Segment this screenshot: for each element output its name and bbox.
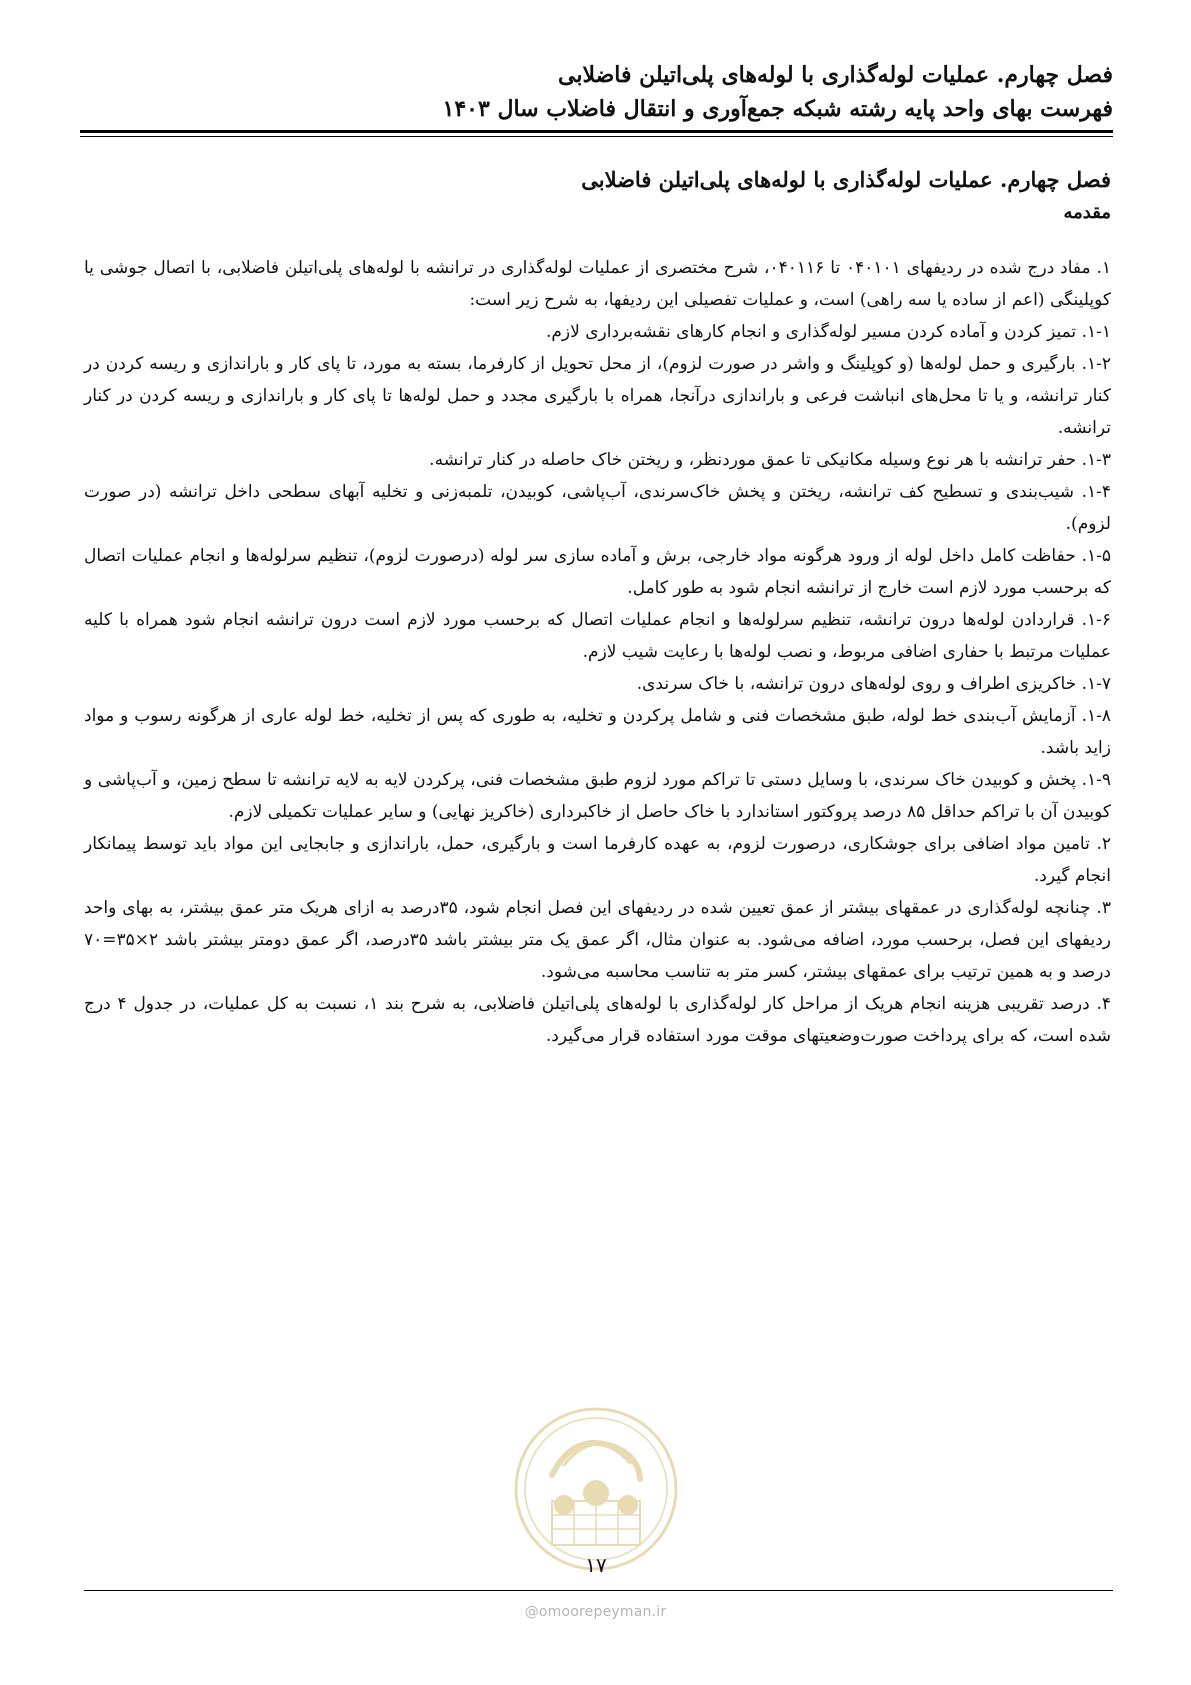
paragraph-1-7: ۱-۷. خاکریزی اطراف و روی لوله‌های درون ترانشه، با خاک سرندی. xyxy=(636,674,1111,694)
header-rule-thick xyxy=(80,130,1113,133)
paragraph-1-6: ۱-۶. قراردادن لوله‌ها درون ترانشه، تنظیم سرلوله‌ها و انجام عملیات اتصال که برحسب مورد لازم است درون ترانشه انجام شود همراه با کلیه عملیات مرتبط با حفاری اضافی مربوط، و نصب لوله‌ها با رعایت شیب لازم. xyxy=(84,610,1111,662)
paragraph-3: ۳. چنانچه لوله‌گذاری در عمقهای بیشتر از عمق تعیین شده در ردیفهای این فصل انجام شود، ۳۵درصد به ازای هریک متر عمق بیشتر، به بهای واحد ردیفهای این فصل، برحسب مورد، اضافه می‌شود. به عنوان مثال، اگر عمق یک متر بیشتر باشد ۳۵درصد، اگر عمق دومتر بیشتر باشد ۲×۳۵=۷۰ درصد و به همین ترتیب برای عمقهای بیشتر، کسر متر به تناسب محاسبه می‌شود. xyxy=(84,898,1111,982)
intro-heading: مقدمه xyxy=(1063,202,1111,223)
paragraph-1-3: ۱-۳. حفر ترانشه با هر نوع وسیله مکانیکی تا عمق موردنظر، و ریختن خاک حاصله در کنار ترانشه. xyxy=(429,450,1111,470)
header-rule-thin xyxy=(80,136,1113,137)
paragraph-1: ۱. مفاد درج شده در ردیفهای ۰۴۰۱۰۱ تا ۰۴۰۱۱۶، شرح مختصری از عملیات لوله‌گذاری در ترانشه با لوله‌های پلی‌اتیلن فاضلابی، با اتصال جوشی یا کوپلینگی (اعم از ساده یا سه راهی) است، و عملیات تفصیلی این ردیفها، به شرح زیر است: xyxy=(84,258,1112,310)
page-header xyxy=(80,58,1113,126)
omoore-peyman-logo-watermark xyxy=(512,1405,680,1573)
header-chapter-title: فصل چهارم. عملیات لوله‌گذاری با لوله‌های پلی‌اتیلن فاضلابی xyxy=(558,62,1113,88)
header-document-title: فهرست بهای واحد پایه رشته شبکه جمع‌آوری و انتقال فاضلاب سال ۱۴۰۳ xyxy=(442,96,1113,122)
page-body xyxy=(84,162,1111,1052)
paragraph-1-1: ۱-۱. تمیز کردن و آماده کردن مسیر لوله‌گذاری و انجام کارهای نقشه‌برداری لازم. xyxy=(545,322,1111,342)
footer-rule xyxy=(84,1590,1113,1591)
paragraph-1-4: ۱-۴. شیب‌بندی و تسطیح کف ترانشه، ریختن و پخش خاک‌سرندی، آب‌پاشی، کوبیدن، تلمبه‌زنی و تخلیه آبهای سطحی داخل ترانشه (در صورت لزوم). xyxy=(84,482,1111,534)
paragraph-1-9: ۱-۹. پخش و کوبیدن خاک سرندی، با وسایل دستی تا تراکم مورد لزوم طبق مشخصات فنی، پرکردن لایه به لایه ترانشه تا سطح زمین، و آب‌پاشی و کوبیدن آن با تراکم حداقل ۸۵ درصد پروکتور استاندارد با خاک حاصل از خاکبرداری (خاکریز نهایی) و سایر عملیات تکمیلی لازم. xyxy=(84,770,1111,822)
chapter-title: فصل چهارم. عملیات لوله‌گذاری با لوله‌های پلی‌اتیلن فاضلابی xyxy=(581,167,1111,192)
paragraph-2: ۲. تامین مواد اضافی برای جوشکاری، درصورت لزوم، به عهده کارفرما است و بارگیری، حمل، باراندازی و جابجایی این مواد باید توسط پیمانکار انجام گیرد. xyxy=(84,834,1111,886)
paragraph-1-8: ۱-۸. آزمایش آب‌بندی خط لوله، طبق مشخصات فنی و شامل پرکردن و تخلیه، به طوری که پس از تخلیه، خط لوله عاری از هرگونه رسوب و مواد زاید باشد. xyxy=(84,706,1111,758)
page-number: ۱۷ xyxy=(585,1553,607,1577)
paragraph-4: ۴. درصد تقریبی هزینه انجام هریک از مراحل کار لوله‌گذاری با لوله‌های پلی‌اتیلن فاضلابی، به شرح بند ۱، نسبت به کل عملیات، در جدول ۴ درج شده است، که برای پرداخت صورت‌وضعیتهای موقت مورد استفاده قرار می‌گیرد. xyxy=(84,994,1111,1046)
paragraph-1-5: ۱-۵. حفاظت کامل داخل لوله از ورود هرگونه مواد خارجی، برش و آماده سازی سر لوله (درصورت لزوم)، تنظیم سرلوله‌ها و انجام عملیات اتصال که برحسب مورد لازم است خارج از ترانشه انجام شود به طور کامل. xyxy=(84,546,1111,598)
site-watermark: @omoorepeyman.ir xyxy=(524,1604,667,1620)
paragraph-1-2: ۱-۲. بارگیری و حمل لوله‌ها (و کوپلینگ و واشر در صورت لزوم)، از محل تحویل از کارفرما، بسته به مورد، تا پای کار و باراندازی و ریسه کردن در کنار ترانشه، و یا تا محل‌های انباشت فرعی و باراندازی درآنجا، همراه با بارگیری مجدد و حمل لوله‌ها تا پای کار و باراندازی و ریسه کردن در کنار ترانشه. xyxy=(84,354,1111,438)
